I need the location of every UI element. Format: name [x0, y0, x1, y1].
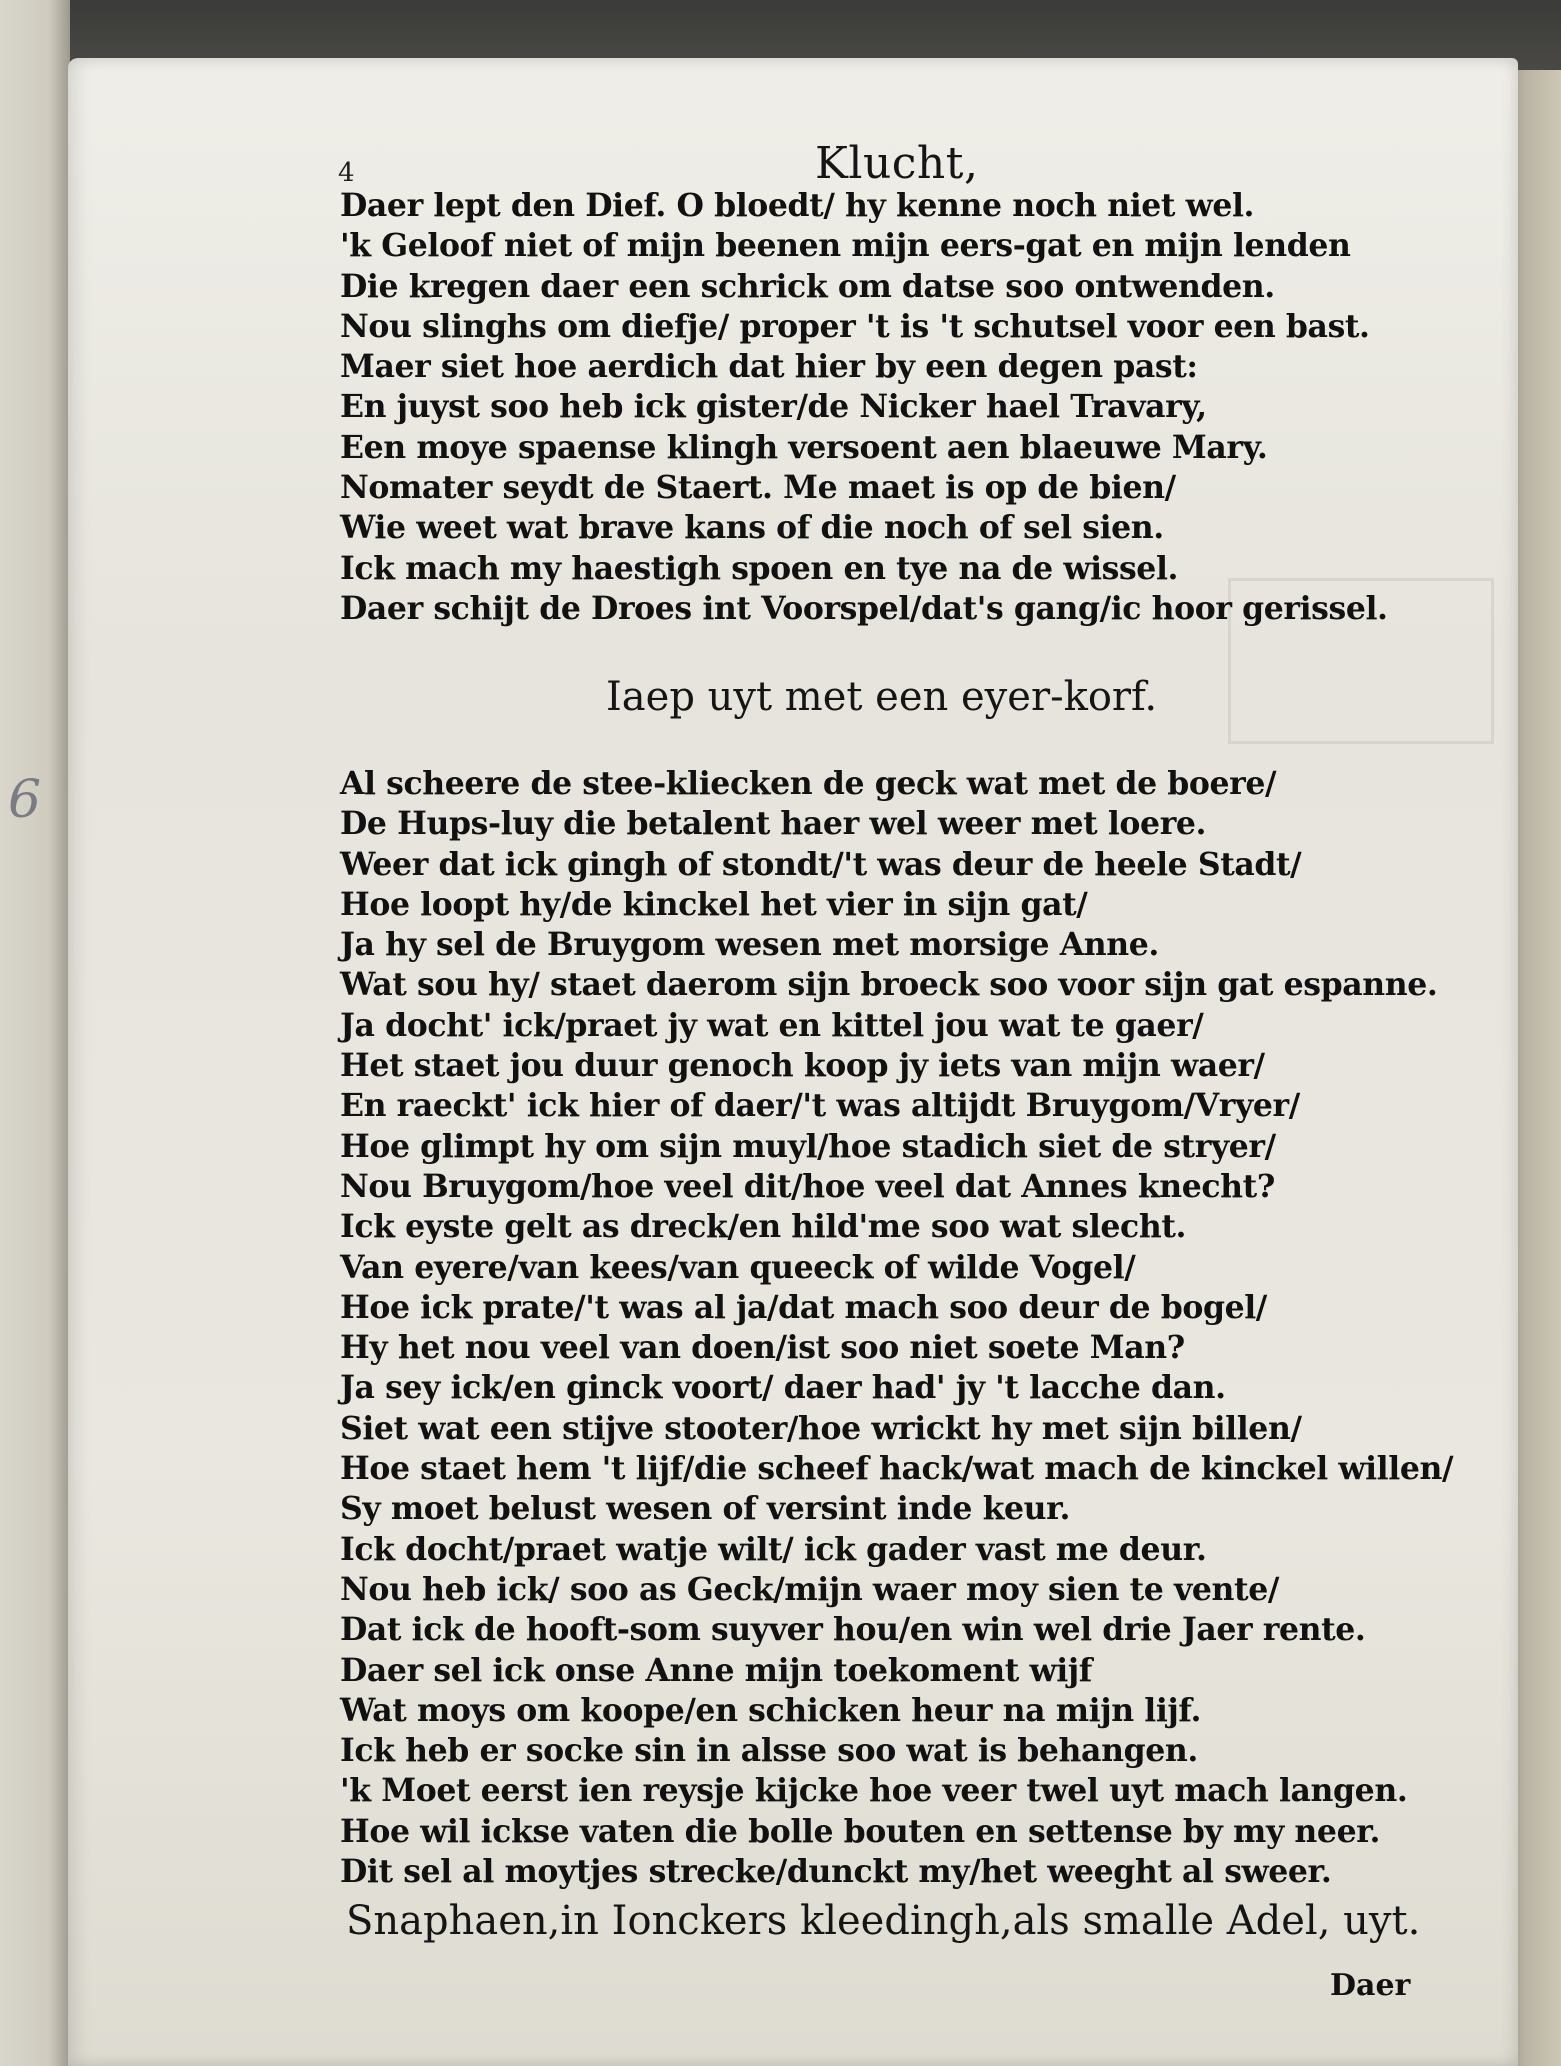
verse-line: 'k Geloof niet of mijn beenen mijn eers-gat en mijn lenden	[340, 227, 1351, 265]
verse-line: Hoe loopt hy/de kinckel het vier in sijn gat/	[340, 885, 1088, 923]
verse-line: Daer sel ick onse Anne mijn toekoment wijf	[340, 1651, 1092, 1689]
verse-line: Ja sey ick/en ginck voort/ daer had' jy 't lacche dan.	[340, 1369, 1226, 1407]
verse-line: Hoe staet hem 't lijf/die scheef hack/wat mach de kinckel willen/	[340, 1450, 1454, 1488]
verse-line: Siet wat een stijve stooter/hoe wrickt hy met sijn billen/	[340, 1409, 1302, 1447]
running-title: Klucht,	[815, 138, 979, 189]
verse-line: Ick eyste gelt as dreck/en hild'me soo wat slecht.	[340, 1208, 1187, 1246]
verse-line: Dat ick de hooft-som suyver hou/en win wel drie Jaer rente.	[340, 1611, 1366, 1649]
verse-line: Ick mach my haestigh spoen en tye na de wissel.	[340, 549, 1179, 587]
verse-line: Nomater seydt de Staert. Me maet is op de bien/	[340, 469, 1176, 507]
verse-line: Wie weet wat brave kans of die noch of sel sien.	[340, 509, 1164, 547]
verse-line: Nou heb ick/ soo as Geck/mijn waer moy sien te vente/	[340, 1570, 1279, 1608]
verse-line: Hoe wil ickse vaten die bolle bouten en settense by my neer.	[340, 1812, 1381, 1850]
verse-line: Hy het nou veel van doen/ist soo niet soete Man?	[340, 1329, 1185, 1367]
verse-line: Ja hy sel de Bruygom wesen met morsige Anne.	[340, 926, 1159, 964]
verse-line: De Hups-luy die betalent haer wel weer met loere.	[340, 805, 1207, 843]
verse-line: Nou Bruygom/hoe veel dit/hoe veel dat Annes knecht?	[340, 1167, 1275, 1205]
verse-line: Sy moet belust wesen of versint inde keur.	[340, 1490, 1071, 1528]
verse-line: Een moye spaense klingh versoent aen blaeuwe Mary.	[340, 428, 1268, 466]
catchword: Daer	[1330, 1968, 1411, 2003]
verse-line: Wat sou hy/ staet daerom sijn broeck soo voor sijn gat espanne.	[340, 966, 1438, 1004]
verse-line: Hoe glimpt hy om sijn muyl/hoe stadich siet de stryer/	[340, 1127, 1276, 1165]
stage-direction-heading: Iaep uyt met een eyer-korf.	[606, 674, 1158, 720]
verse-line: Van eyere/van kees/van queeck of wilde Vogel/	[340, 1248, 1136, 1286]
verse-block-one	[340, 186, 1388, 629]
verse-line: Dit sel al moytjes strecke/dunckt my/het weeght al sweer.	[340, 1853, 1332, 1891]
verse-line: Maer siet hoe aerdich dat hier by een degen past:	[340, 348, 1198, 386]
verse-line: Hoe ick prate/'t was al ja/dat mach soo deur de bogel/	[340, 1288, 1267, 1326]
verse-line: Nou slinghs om diefje/ proper 't is 't schutsel voor een bast.	[340, 307, 1370, 345]
verse-line: Daer schijt de Droes int Voorspel/dat's gang/ic hoor gerissel.	[340, 589, 1388, 627]
verse-line: En juyst soo heb ick gister/de Nicker hael Travary,	[340, 388, 1207, 426]
stage-direction-heading: Snaphaen,in Ionckers kleedingh,als smalle Adel, uyt.	[346, 1898, 1421, 1944]
verse-line: Weer dat ick gingh of stondt/'t was deur de heele Stadt/	[340, 845, 1302, 883]
verse-block-two	[340, 764, 1453, 1892]
verse-line: Die kregen daer een schrick om datse soo ontwenden.	[340, 267, 1275, 305]
facing-page-left	[0, 0, 70, 2066]
verse-line: Al scheere de stee-kliecken de geck wat met de boere/	[340, 765, 1277, 802]
margin-pencil-mark: 6	[8, 770, 42, 830]
verse-line: Het staet jou duur genoch koop jy iets van mijn waer/	[340, 1047, 1265, 1085]
verse-line: Ick heb er socke sin in alsse soo wat is behangen.	[340, 1732, 1198, 1770]
verse-line: 'k Moet eerst ien reysje kijcke hoe veer twel uyt mach langen.	[340, 1772, 1408, 1810]
verse-line: Wat moys om koope/en schicken heur na mijn lijf.	[340, 1691, 1202, 1729]
page-number: 4	[338, 158, 355, 188]
verse-line: Ja docht' ick/praet jy wat en kittel jou wat te gaer/	[340, 1006, 1204, 1044]
verse-line: Daer lept den Dief. O bloedt/ hy kenne noch niet wel.	[340, 187, 1255, 224]
verse-line: En raeckt' ick hier of daer/'t was altijdt Bruygom/Vryer/	[340, 1087, 1300, 1125]
verse-line: Ick docht/praet watje wilt/ ick gader vast me deur.	[340, 1530, 1207, 1568]
